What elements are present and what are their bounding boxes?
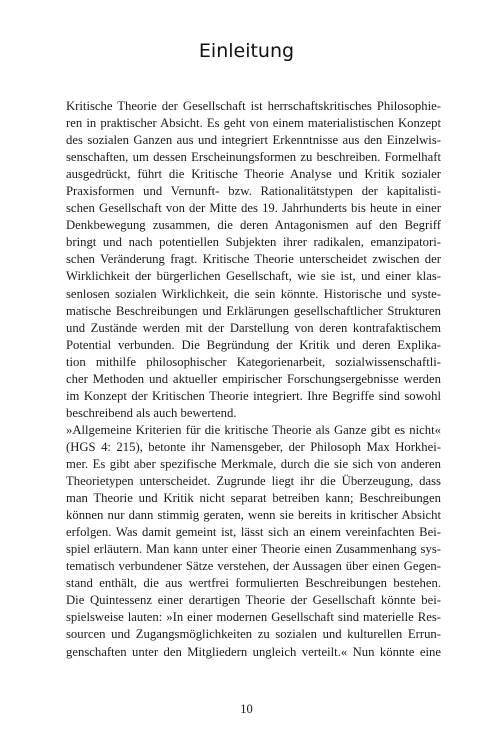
text-line: »Allgemeine Kriterien für die kritische Theorie als Ganze gibt es nicht«	[66, 422, 441, 437]
text-line: spielsweise lauten: »In einer modernen Gesellschaft sind materielle Res-	[66, 610, 441, 625]
text-line: senlosen sozialen Wirklichkeit, die sein könnte. Historische und syste-	[66, 286, 441, 301]
text-line: genschaften unter den Mitgliedern ungleich verteilt.« Nun könnte eine	[66, 644, 441, 659]
text-line: senschaften, um dessen Erscheinungsformen zu beschreiben. Formelhaft	[66, 150, 441, 165]
text-line: schen Gesellschaft von der Mitte des 19. Jahrhunderts bis heute in einer	[66, 201, 441, 216]
text-line: können nur dann stimmig geraten, wenn sie bereits in kritischer Absicht	[66, 508, 441, 523]
text-line: tematisch verbundener Sätze verstehen, der Aussagen über einen Gegen-	[66, 559, 441, 574]
text-line: beschreibend als auch bewertend.	[66, 405, 237, 420]
text-line: tion mithilfe philosophischer Kategorienarbeit, sozialwissenschaftli-	[66, 354, 441, 369]
text-line: sourcen und Zugangsmöglichkeiten zu sozialen und kulturellen Errun-	[66, 627, 441, 642]
text-line: ren in praktischer Absicht. Es geht von einem materialistischen Konzept	[66, 116, 441, 131]
text-line: matische Beschreibungen und Erklärungen gesellschaftlicher Strukturen	[66, 303, 441, 318]
text-line: schen Veränderung fragt. Kritische Theorie unterscheidet zwischen der	[66, 252, 441, 267]
page-number: 10	[240, 702, 253, 716]
chapter-title: Einleitung	[198, 40, 295, 62]
text-line: Wirklichkeit der bürgerlichen Gesellschaft, wie sie ist, und einer klas-	[66, 269, 441, 284]
text-line: mer. Es gibt aber spezifische Merkmale, durch die sie sich von anderen	[66, 456, 441, 471]
text-line: Potential verbunden. Die Begründung der Kritik und deren Explika-	[66, 337, 441, 352]
text-line: Praxisformen und Vernunft- bzw. Rationalitätstypen der kapitalisti-	[66, 184, 441, 199]
text-line: Theorietypen unterscheidet. Zugrunde liegt ihr die Überzeugung, dass	[66, 474, 441, 489]
text-line: cher Methoden und aktueller empirischer Forschungsergebnisse werden	[66, 371, 441, 386]
text-line: und Zustände werden mit der Darstellung von deren kontrafaktischem	[66, 320, 441, 335]
text-line: Kritische Theorie der Gesellschaft ist herrschaftskritisches Philosophie-	[66, 99, 441, 113]
text-line: ausgedrückt, führt die Kritische Theorie Analyse und Kritik sozialer	[66, 167, 441, 182]
text-line: erfolgen. Was damit gemeint ist, lässt sich an einem vereinfachten Bei-	[66, 525, 441, 540]
text-line: Denkbewegung zusammen, die deren Antagonismen auf den Begriff	[66, 218, 441, 233]
text-line: Die Quintessenz einer derartigen Theorie der Gesellschaft könnte bei-	[66, 593, 441, 608]
body-text	[66, 98, 441, 661]
text-line: des sozialen Ganzen aus und integriert Erkenntnisse aus den Einzelwis-	[66, 133, 441, 148]
text-line: bringt und nach potentiellen Subjekten ihrer radikalen, emanzipatori-	[66, 235, 441, 250]
text-line: (HGS 4: 215), betonte ihr Namensgeber, der Philosoph Max Horkhei-	[66, 439, 441, 454]
text-line: im Konzept der Kritischen Theorie integriert. Ihre Begriffe sind sowohl	[66, 388, 441, 403]
text-line: man Theorie und Kritik nicht separat betreiben kann; Beschreibungen	[66, 491, 441, 506]
text-line: spiel erläutern. Man kann unter einer Theorie einen Zusammenhang sys-	[66, 542, 441, 557]
text-line: stand enthält, die aus wertfrei formulierten Beschreibungen bestehen.	[66, 576, 441, 591]
